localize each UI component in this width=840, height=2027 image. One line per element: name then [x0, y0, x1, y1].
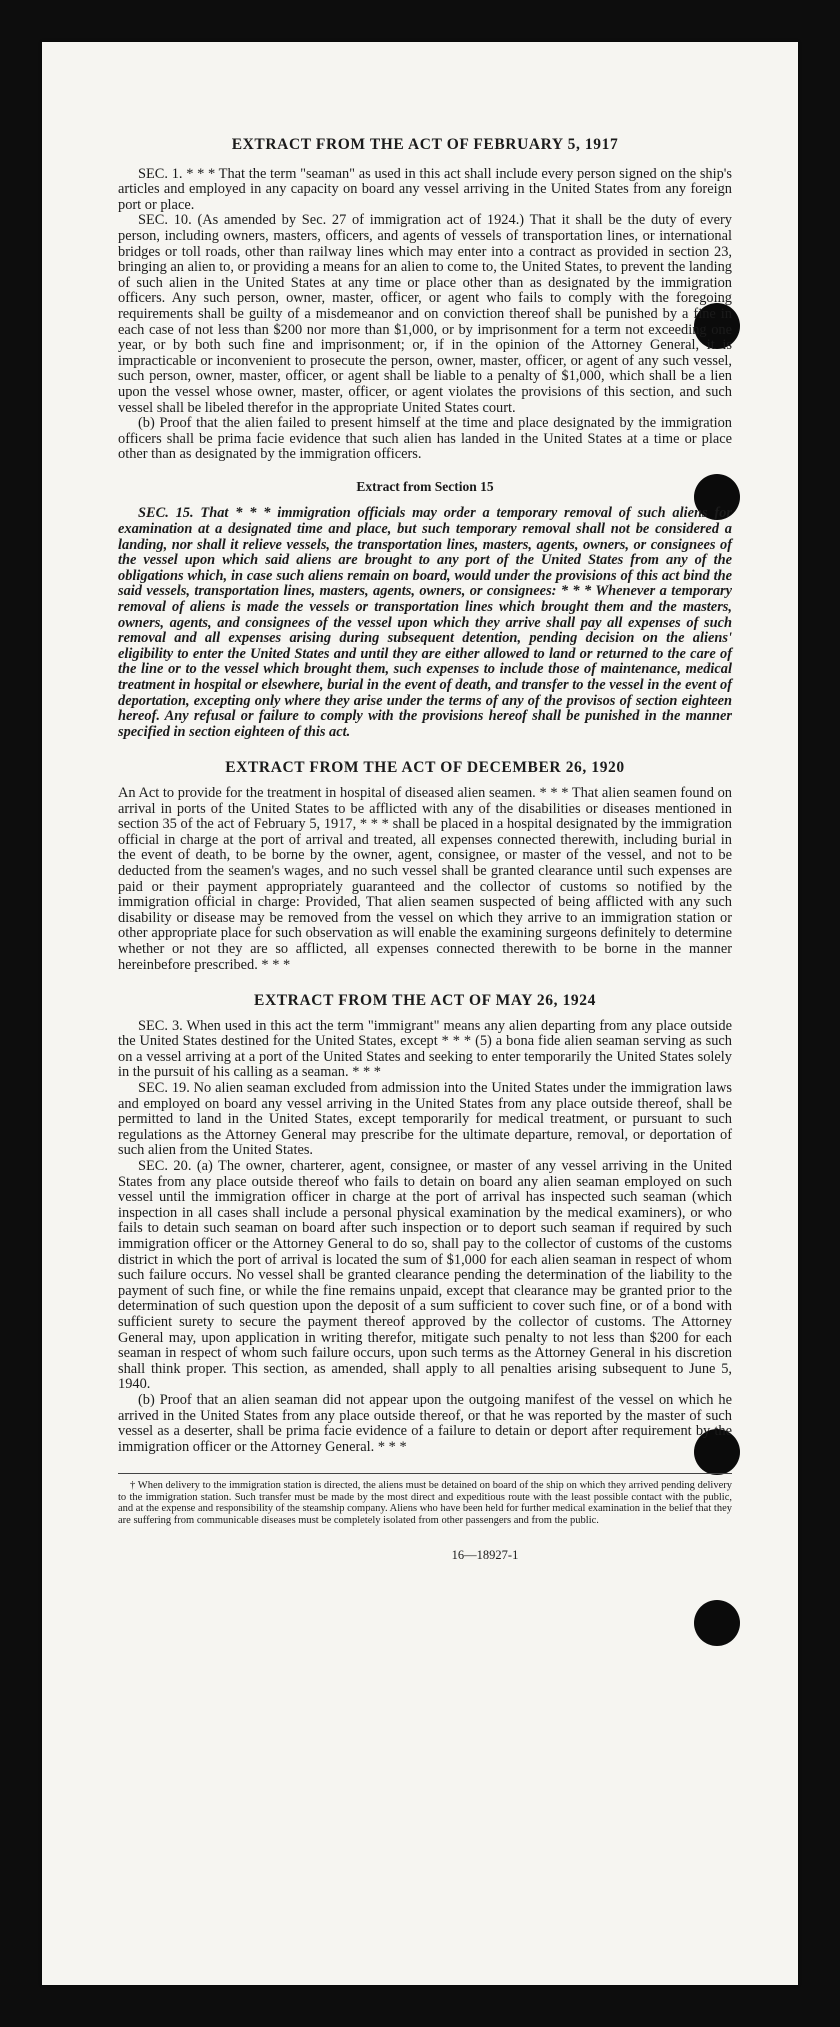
heading-act-1924: EXTRACT FROM THE ACT OF MAY 26, 1924 — [254, 992, 596, 1010]
section-3-paragraph: SEC. 3. When used in this act the term "immigrant" means any alien departing from any place outside the United States destined for the United States, except * * * (5) a bona fide alien seaman serving as such on a vessel arriving at a port of the United States and seeking to enter temporarily the United States solely in the pursuit of his calling as a seaman. * * * — [118, 1017, 732, 1081]
footnote — [118, 1473, 732, 1526]
section-20a-paragraph: SEC. 20. (a) The owner, charterer, agent, consignee, or master of any vessel arriving in the United States from any place outside thereof who fails to detain on board any alien seaman employed on such vessel until the immigration officer in charge at the port of arrival has inspected such seaman (which inspection in all cases shall include a personal physical examination by the medical examiners), or who fails to detain such seaman on board after such inspection or to deport such seaman if required by such immigration officer or the Attorney General to do so, shall pay to the collector of customs of the customs district in which the port of arrival is located the sum of $1,000 for each alien seaman in respect of whom such failure occurs. No vessel shall be granted clearance pending the determination of the liability to the payment of such fine, or while the fine remains unpaid, except that clearance may be granted prior to the determination of such question upon the deposit of a sum sufficient to cover such fine, or of a bond with sufficient surety to secure the payment thereof approved by the collector of customs. The Attorney General may, upon application in writing therefor, mitigate such penalty to not less than $200 for each seaman in respect of whom such failure occurs, upon such terms as the Attorney General in his discretion shall think proper. This section, as amended, shall apply to all penalties arising subsequent to June 5, 1940. — [118, 1158, 732, 1393]
section-10b-paragraph: (b) Proof that the alien failed to present himself at the time and place designated by the immigration officers shall be prima facie evidence that such alien has landed in the United States at a time or place other than as designated by the immigration officers. — [118, 415, 732, 463]
document-body — [118, 137, 732, 1564]
document-number: 16—18927-1 — [451, 1548, 519, 1563]
punch-hole — [694, 1600, 740, 1646]
heading-section-15: Extract from Section 15 — [356, 478, 494, 494]
act-1920-paragraph: An Act to provide for the treatment in hospital of diseased alien seamen. * * * That alien seamen found on arrival in ports of the United States to be afflicted with any of the disabilities or diseases mentioned in section 35 of the act of February 5, 1917, * * * shall be placed in a hospital designated by the immigration official in charge at the port of arrival and treated, all expenses connected therewith, including burial in the event of death, to be borne by the owner, agent, consignee, or master of the vessel, and not to be deducted from the seamen's wages, and no such vessel shall be granted clearance until such expenses are paid or their payment appropriately guaranteed and the collector of customs so notified by the immigration official in charge: Provided, That alien seamen suspected of being afflicted with any such disability or disease may be removed from the vessel on which they arrive to an immigration station or other appropriate place for such observation as will enable the examining surgeons definitely to determine whether or not they are so afflicted, all expenses connected therewith to be borne in the manner hereinbefore prescribed. * * * — [118, 784, 732, 973]
section-20b-paragraph: (b) Proof that an alien seaman did not appear upon the outgoing manifest of the vessel on which he arrived in the United States from any place outside thereof, or that he was reported by the master of such vessel as a deserter, shall be prima facie evidence of a failure to detain or deport after requirement by the immigration officer or the Attorney General. * * * — [118, 1391, 732, 1455]
section-15-block — [118, 506, 732, 740]
heading-act-1917: EXTRACT FROM THE ACT OF FEBRUARY 5, 1917 — [231, 136, 619, 153]
heading-act-1920: EXTRACT FROM THE ACT OF DECEMBER 26, 1920 — [225, 759, 625, 777]
section-15-paragraph: SEC. 15. That * * * immigration officials may order a temporary removal of such aliens for examination at a designated time and place, but such temporary removal shall not be considered a landing, nor shall it relieve vessels, the transportation lines, masters, agents, owners, or consignees of the vessel upon which said aliens are brought to any port of the United States from any of the obligations which, in case such aliens remain on board, would under the provisions of this act bind the said vessels, transportation lines, masters, agents, owners, or consignees: * * * Whenever a temporary removal of aliens is made the vessels or transportation lines which brought them and the masters, owners, agents, and consignees of the vessel upon which they arrive shall pay all expenses of such removal and all expenses arising during subsequent detention, pending decision on the aliens' eligibility to enter the United States and until they are either allowed to land or returned to the care of the line or to the vessel which brought them, such expenses to include those of maintenance, medical treatment in hospital or elsewhere, burial in the event of death, and transfer to the vessel in the event of deportation, excepting only where they arise under the terms of any of the provisos of section eighteen hereof. Any refusal or failure to comply with the provisions hereof shall be punished in the manner specified in section eighteen of this act. — [118, 505, 732, 740]
section-19-paragraph: SEC. 19. No alien seaman excluded from admission into the United States under the immigration laws and employed on board any vessel arriving in the United States from any place outside thereof, shall be permitted to land in the United States, except temporarily for medical treatment, or pursuant to such regulations as the Attorney General may prescribe for the ultimate departure, removal, or deportation of such alien from the United States. — [118, 1080, 732, 1159]
footnote-text: † When delivery to the immigration station is directed, the aliens must be detained on board of the ship on which they arrived pending delivery to the immigration station. Such transfer must be made by the most direct and expeditious route with the least possible contact with the public, and at the expense and responsibility of the steamship company. Aliens who have been held for further medical examination in the belief that they are suffering from communicable diseases must be completely isolated from other passengers and from the public. — [118, 1480, 732, 1526]
section-10-paragraph: SEC. 10. (As amended by Sec. 27 of immigration act of 1924.) That it shall be the duty of every person, including owners, masters, officers, and agents of vessels of transportation lines, or international bridges or toll roads, other than railway lines which may enter into a contract as provided in section 23, bringing an alien to, or providing a means for an alien to come to, the United States, to prevent the landing of such alien in the United States at any time or place other than as designated by the immigration officers. Any such person, owner, master, officer, or agent who fails to comply with the foregoing requirements shall be guilty of a misdemeanor and on conviction thereof shall be punished by a fine in each case of not less than $200 nor more than $1,000, or by imprisonment for a term not exceeding one year, or by both such fine and imprisonment; or, if in the opinion of the Attorney General, it is impracticable or inconvenient to prosecute the person, owner, master, officer, or agent of any such vessel, such person, owner, master, officer, or agent shall be liable to a penalty of $1,000, which shall be a lien upon the vessel whose owner, master, officer, or agent violates the provisions of this section, and such vessel shall be libeled therefor in the appropriate United States court. — [118, 212, 732, 416]
section-1-paragraph: SEC. 1. * * * That the term "seaman" as used in this act shall include every person signed on the ship's articles and employed in any capacity on board any vessel arriving in the United States from any foreign port or place. — [118, 165, 732, 213]
document-page — [42, 42, 798, 1985]
